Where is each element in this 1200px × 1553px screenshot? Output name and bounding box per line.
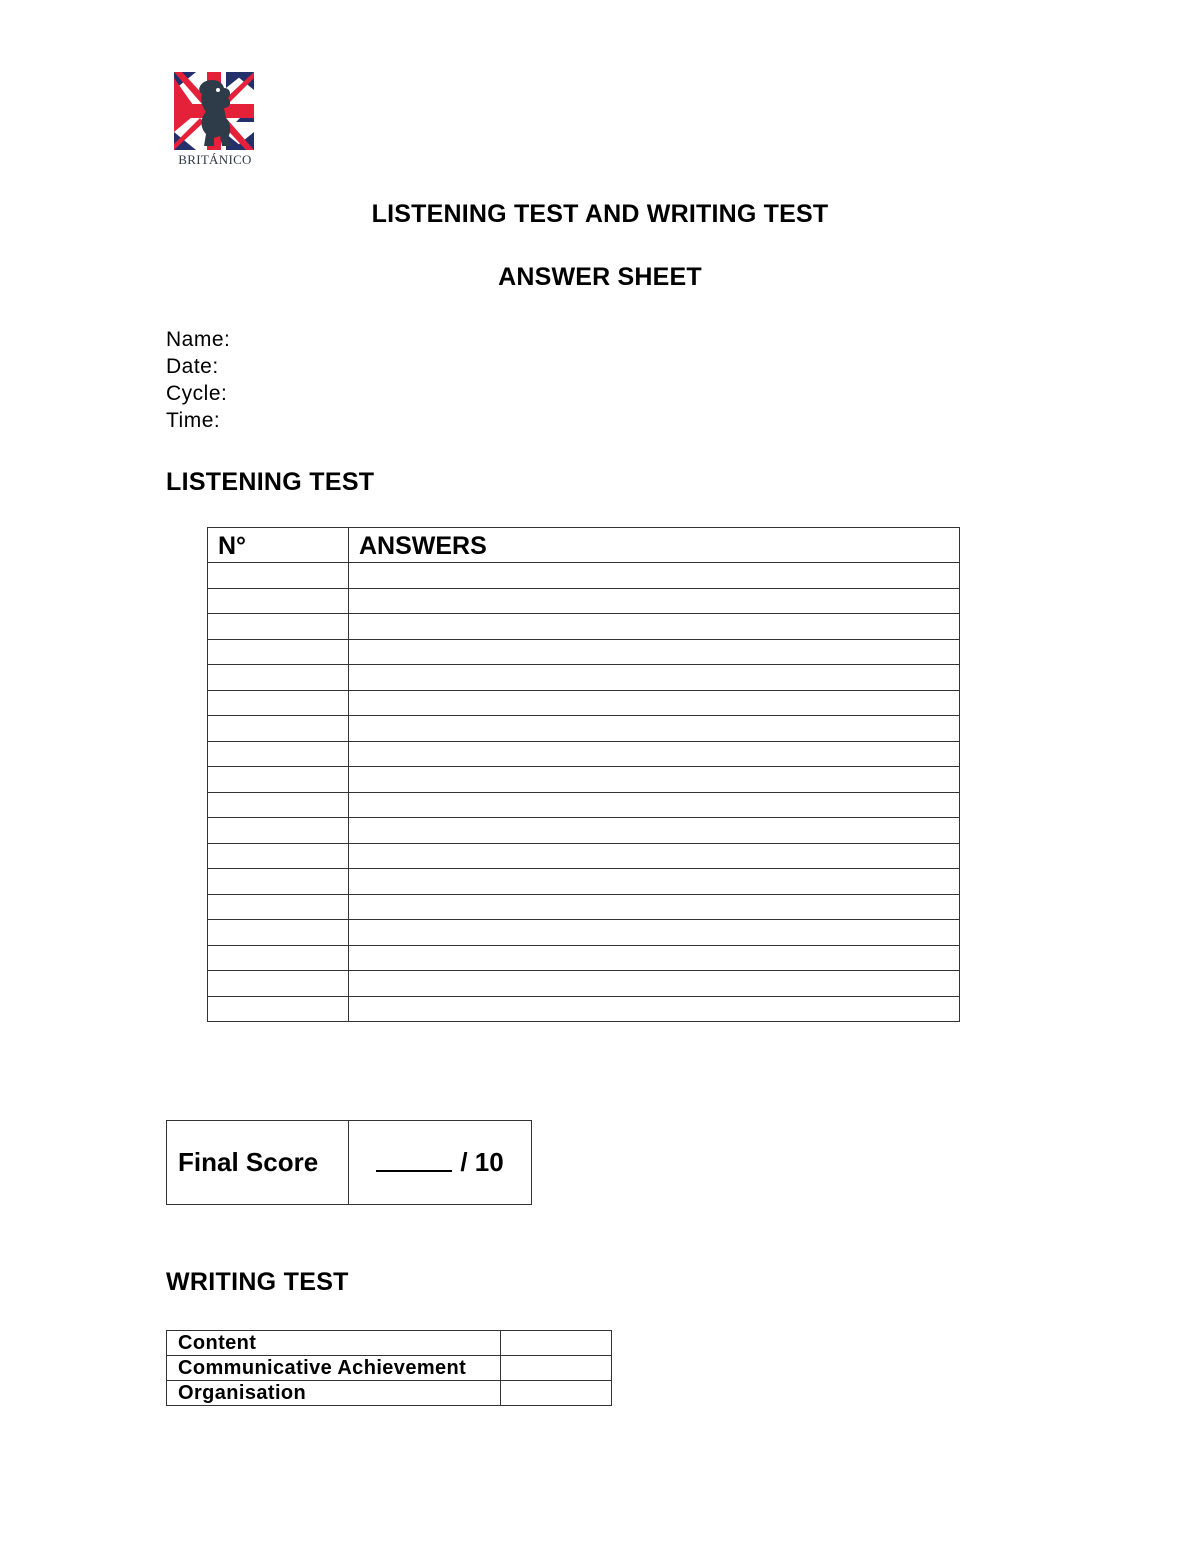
date-field-label: Date: — [166, 355, 219, 378]
answer-number-cell[interactable] — [208, 869, 349, 895]
answers-table-body — [208, 563, 960, 1022]
table-row — [208, 792, 960, 818]
answer-cell[interactable] — [349, 894, 960, 920]
answer-cell[interactable] — [349, 792, 960, 818]
table-row — [208, 563, 960, 589]
answer-number-cell[interactable] — [208, 639, 349, 665]
answer-number-cell[interactable] — [208, 894, 349, 920]
answer-number-cell[interactable] — [208, 665, 349, 691]
criteria-score-cell[interactable] — [501, 1331, 612, 1356]
criteria-score-cell[interactable] — [501, 1356, 612, 1381]
criteria-label: Communicative Achievement — [167, 1356, 501, 1381]
answer-cell[interactable] — [349, 818, 960, 844]
table-row — [208, 741, 960, 767]
answer-number-cell[interactable] — [208, 971, 349, 997]
page-title: LISTENING TEST AND WRITING TEST — [371, 200, 829, 228]
answer-number-cell[interactable] — [208, 614, 349, 640]
table-row — [208, 767, 960, 793]
time-field-label: Time: — [166, 409, 221, 432]
criteria-label: Organisation — [167, 1381, 501, 1406]
table-row — [208, 588, 960, 614]
criteria-score-cell[interactable] — [501, 1381, 612, 1406]
answer-cell[interactable] — [349, 741, 960, 767]
answer-cell[interactable] — [349, 869, 960, 895]
answer-cell[interactable] — [349, 767, 960, 793]
answer-cell[interactable] — [349, 716, 960, 742]
answers-column-header: ANSWERS — [349, 528, 960, 563]
logo-wordmark: BRITÁNICO — [178, 152, 252, 167]
criteria-label: Content — [167, 1331, 501, 1356]
answer-cell[interactable] — [349, 563, 960, 589]
answer-cell[interactable] — [349, 996, 960, 1022]
listening-heading: LISTENING TEST — [166, 468, 375, 496]
table-row — [208, 971, 960, 997]
student-info — [166, 326, 230, 434]
table-row — [208, 690, 960, 716]
answer-cell[interactable] — [349, 843, 960, 869]
final-score-box — [166, 1120, 532, 1205]
table-row — [208, 945, 960, 971]
criteria-row — [167, 1381, 612, 1406]
table-row — [208, 920, 960, 946]
answer-cell[interactable] — [349, 614, 960, 640]
table-row — [208, 894, 960, 920]
answer-number-cell[interactable] — [208, 563, 349, 589]
answer-number-cell[interactable] — [208, 716, 349, 742]
answer-cell[interactable] — [349, 588, 960, 614]
criteria-row — [167, 1331, 612, 1356]
answer-number-cell[interactable] — [208, 818, 349, 844]
answer-cell[interactable] — [349, 639, 960, 665]
answers-table — [207, 527, 960, 1022]
answer-number-cell[interactable] — [208, 767, 349, 793]
table-row — [208, 818, 960, 844]
number-column-header: N° — [208, 528, 349, 563]
answer-number-cell[interactable] — [208, 792, 349, 818]
final-score-value[interactable] — [349, 1121, 532, 1205]
answer-number-cell[interactable] — [208, 945, 349, 971]
table-row — [208, 716, 960, 742]
answers-table-header — [208, 528, 960, 563]
score-max: / 10 — [460, 1147, 504, 1177]
answer-number-cell[interactable] — [208, 996, 349, 1022]
answer-cell[interactable] — [349, 971, 960, 997]
table-row — [208, 996, 960, 1022]
table-row — [208, 843, 960, 869]
answer-number-cell[interactable] — [208, 690, 349, 716]
british-lion-flag-icon — [174, 72, 254, 150]
page-subtitle: ANSWER SHEET — [498, 263, 702, 291]
answer-cell[interactable] — [349, 665, 960, 691]
name-field-label: Name: — [166, 328, 231, 351]
answer-number-cell[interactable] — [208, 741, 349, 767]
table-row — [208, 869, 960, 895]
table-row — [208, 614, 960, 640]
answer-number-cell[interactable] — [208, 920, 349, 946]
answer-number-cell[interactable] — [208, 588, 349, 614]
table-row — [208, 639, 960, 665]
final-score-label: Final Score — [167, 1121, 349, 1205]
score-blank-line — [376, 1148, 452, 1172]
answer-cell[interactable] — [349, 920, 960, 946]
answer-number-cell[interactable] — [208, 843, 349, 869]
cycle-field-label: Cycle: — [166, 382, 228, 405]
writing-criteria-table — [166, 1330, 612, 1406]
answer-cell[interactable] — [349, 690, 960, 716]
table-row — [208, 665, 960, 691]
criteria-row — [167, 1356, 612, 1381]
writing-heading: WRITING TEST — [166, 1268, 349, 1296]
answer-cell[interactable] — [349, 945, 960, 971]
